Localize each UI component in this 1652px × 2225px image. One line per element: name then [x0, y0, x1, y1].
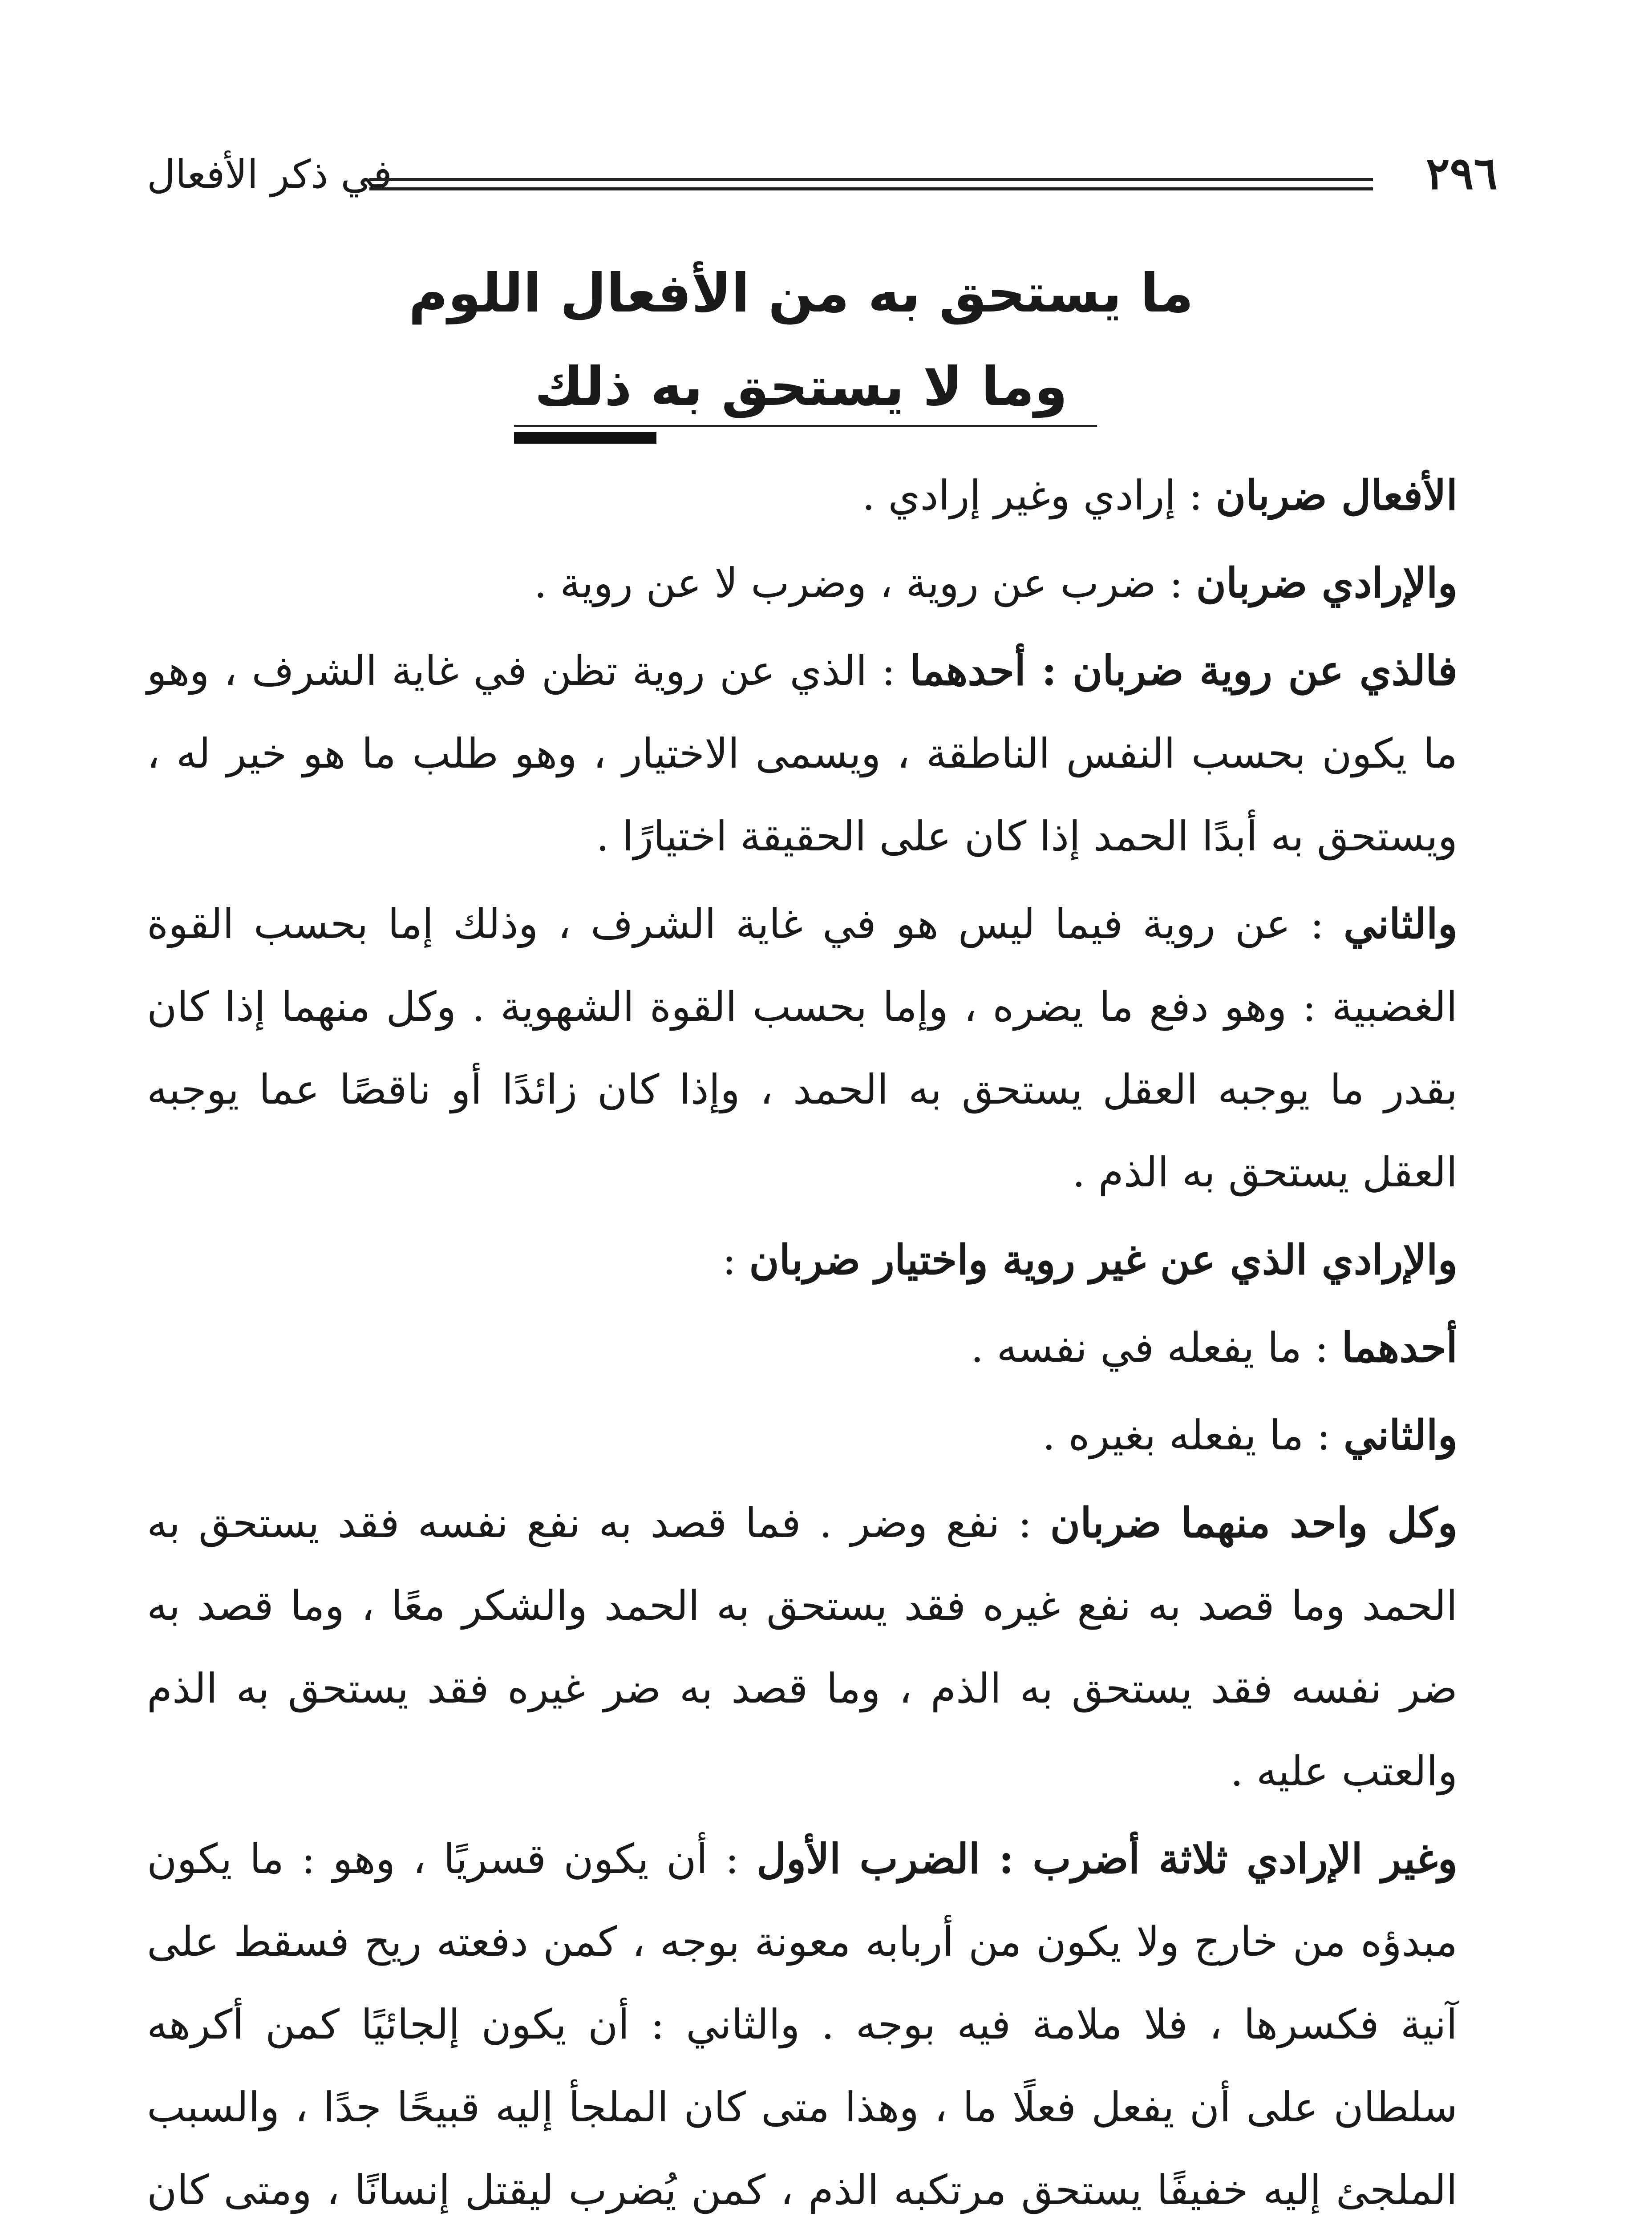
chapter-title — [267, 247, 1335, 434]
paragraph-text: : إرادي وغير إرادي . — [862, 472, 1216, 519]
paragraph-text: : ضرب عن روية ، وضرب لا عن روية . — [534, 559, 1196, 607]
paragraph-lead: والإرادي الذي عن غير روية واختيار ضربان — [749, 1236, 1458, 1284]
paragraph — [147, 454, 1458, 537]
paragraph-text: : أن يكون قسريًا ، وهو : ما يكون مبدؤه من خارج ولا يكون من أربابه معونة بوجه ، كمن دفعته ريح فسقط على آنية فكسرها ، فلا ملامة فيه بوجه . والثاني : أن يكون إلجائيًا كمن أكرهه سلطان على أن يفعل فعلًا ما ، وهذا متى كان الملجأ إليه قبيحًا جدًا ، والسبب الملجئ إليه خفيفًا يستحق مرتكبه الذم ، كمن يُضرب ليقتل إنسانًا ، ومتى كان — [147, 1835, 1458, 2214]
paragraph — [147, 1306, 1458, 1389]
paragraph-lead: والثاني — [1343, 1411, 1458, 1459]
chapter-title-line-1: ما يستحق به من الأفعال اللوم — [409, 263, 1194, 324]
running-header — [147, 147, 1498, 214]
paragraph-lead: والثاني — [1343, 900, 1458, 948]
running-title: في ذكر الأفعال — [147, 151, 392, 197]
paragraph-lead: وغير الإرادي ثلاثة أضرب : الضرب الأول — [756, 1835, 1458, 1883]
title-underline-accent — [514, 432, 656, 444]
body-text — [147, 454, 1458, 2225]
paragraph-text: : ما يفعله في نفسه . — [971, 1324, 1342, 1371]
paragraph-text: : — [722, 1236, 749, 1284]
paragraph — [147, 1817, 1458, 2225]
title-underline — [514, 425, 1097, 427]
page-number: ٢٩٦ — [1425, 147, 1498, 199]
paragraph — [147, 1481, 1458, 1813]
chapter-title-line-2: وما لا يستحق به ذلك — [534, 356, 1068, 418]
paragraph — [147, 1218, 1458, 1302]
paragraph — [147, 1394, 1458, 1477]
paragraph-lead: الأفعال ضربان — [1215, 471, 1458, 519]
paragraph-text: : الذي عن روية تظن في غاية الشرف ، وهو ما يكون بحسب النفس الناطقة ، ويسمى الاختيار ، وهو طلب ما هو خير له ، ويستحق به أبدًا الحمد إذا كان على الحقيقة اختيارًا . — [147, 647, 1458, 860]
paragraph — [147, 542, 1458, 625]
paragraph-lead: والإرادي ضربان — [1196, 559, 1458, 607]
paragraph-text: : نفع وضر . فما قصد به نفع نفسه فقد يستحق به الحمد وما قصد به نفع غيره فقد يستحق به الحمد والشكر معًا ، وما قصد به ضر نفسه فقد يستحق به الذم ، وما قصد به ضر غيره فقد يستحق به الذم والعتب عليه . — [147, 1499, 1458, 1795]
paragraph-text: : ما يفعله بغيره . — [1042, 1412, 1344, 1459]
paragraph-lead: أحدهما — [1341, 1323, 1458, 1371]
paragraph — [147, 882, 1458, 1214]
paragraph-lead: فالذي عن روية ضربان : أحدهما — [910, 647, 1458, 695]
paragraph-lead: وكل واحد منهما ضربان — [1050, 1499, 1458, 1547]
header-double-rule — [369, 178, 1373, 190]
paragraph-text: : عن روية فيما ليس هو في غاية الشرف ، وذلك إما بحسب القوة الغضبية : وهو دفع ما يضره ، وإما بحسب القوة الشهوية . وكل منهما إذا كان بقدر ما يوجبه العقل يستحق به الحمد ، وإذا كان زائدًا أو ناقصًا عما يوجبه العقل يستحق به الذم . — [147, 900, 1458, 1196]
paragraph — [147, 629, 1458, 878]
